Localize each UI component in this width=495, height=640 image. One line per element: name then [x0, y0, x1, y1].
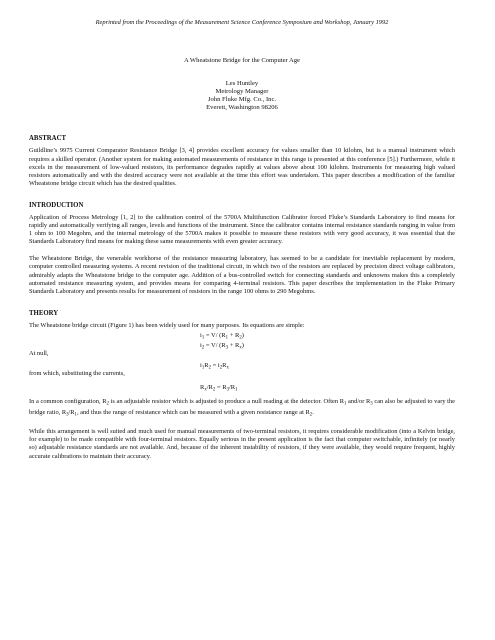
subscript: 3	[66, 412, 69, 418]
subscript: 2	[219, 365, 223, 371]
abstract-heading: ABSTRACT	[29, 135, 67, 143]
equation-i1: $i_1 = V/$ $(R_1 + R_2)$	[200, 331, 244, 341]
author-company: John Fluke Mfg. Co., Inc.	[207, 96, 277, 104]
subscript: 3	[225, 345, 229, 351]
introduction-paragraph-1: Application of Process Metrology [1, 2] to the calibration control of the 5700A Multifunction Calibrator forced Fluke’s Standards Laboratory to find means for rapidly and automatically verifying all ranges, levels and functions of the instrument. Since the calibrator contains internal resistance standards ranging in value from 1 ohm to 100 Megohm, and the internal metrology of the 5700A makes it possible to measure these resistors with very good accuracy, it was essential that the Standards Laboratory find means for making these same measurements with even greater accuracy.	[29, 213, 455, 246]
introduction-paragraph-2: The Wheatstone Bridge, the venerable workhorse of the resistance measuring laboratory, has seemed to be a candidate for inevitable replacement by modern, computer controlled measuring systems. A recent revision of the traditional circuit, in which two of the resistors are replaced by precision direct voltage calibrators, admirably adapts the Wheatstone bridge to the computer age. Addition of a bus-controlled switch for connecting standards and unknowns makes this a completely automated resistance measuring system, and provides means for comparing 4-terminal resistors. This paper describes the implementation in the Fluke Primary Standards Laboratory and presents results for measurement of resistors in the range 100 ohms to 290 Megohms.	[29, 255, 455, 295]
introduction-heading: INTRODUCTION	[29, 201, 84, 209]
equation-i2: $i_2 = V/$ $(R_3 + R_x)$	[200, 341, 244, 351]
theory-section	[29, 310, 455, 461]
subscript: 1	[74, 412, 77, 418]
introduction-section	[29, 202, 455, 296]
subscript: 2	[309, 412, 313, 418]
abstract-text: Guildline’s 9975 Current Comparator Resistance Bridge [3, 4] provides excellent accuracy for values smaller than 10 kilohm, but is a manual instrument which requires a skilled operator. (Another system for making automated measurements of resistance in this range is presented at this conference [5].) Furthermore, while it excels in the measurement of low-valued resistors, its performance degrades rapidly at values above about 100 kilohm. Instruments for measuring high valued resistors automatically and with the desired accuracy were not available at the time this effort was undertaken. This paper describes a modification of the familiar Wheatstone bridge circuit which has the desired qualities.	[29, 147, 455, 187]
running-head: Reprinted from the Proceedings of the Measurement Science Conference Symposium and Workshop, January 1992	[95, 19, 389, 26]
ratio-equation-row	[29, 378, 455, 393]
subscript: 1	[343, 401, 347, 407]
subscript: x	[226, 365, 229, 371]
subscript: x	[239, 345, 242, 351]
subscript: 2	[239, 335, 242, 341]
theory-heading: THEORY	[29, 309, 59, 317]
theory-last-paragraph: While this arrangement is well suited and much used for manual measurements of two-terminal resistors, it requires considerable modification (into a Kelvin bridge, for example) to be made compatible with four-terminal resistors. Equally serious in the present application is the fact that computer switchable, infinitely (or nearly so) adjustable resistance standards are not available. And, because of the inherent instability of resistors, if they were available, they would require frequent, highly accurate calibrations to maintain their accuracy.	[29, 428, 455, 460]
author-location: Everett, Washington 98206	[206, 104, 278, 112]
abstract-section	[29, 135, 455, 187]
paper-title: A Wheatstone Bridge for the Computer Age	[184, 57, 300, 64]
subscript: 1	[225, 335, 229, 341]
subscript: 1	[201, 365, 205, 371]
subscript: 1	[235, 387, 238, 393]
subscript: 2	[201, 345, 205, 351]
subscript: 2	[212, 387, 216, 393]
theory-intro: The Wheatstone bridge circuit (Figure 1) has been widely used for many purposes. Its equations are simple:	[29, 321, 305, 329]
subscript: 3	[226, 387, 229, 393]
subscript: 1	[201, 335, 205, 341]
from-which-text: from which, substituting the currents,	[29, 369, 125, 377]
equation-ratio: $R_x/R_2 = R_3/R_1$	[200, 384, 238, 393]
at-null-text: At null,	[29, 349, 49, 357]
subscript: 3	[370, 401, 373, 407]
current-equations	[29, 330, 455, 350]
subscript: 2	[106, 401, 109, 407]
subscript: 2	[208, 365, 211, 371]
null-equation-row	[29, 358, 455, 370]
title-block	[29, 57, 455, 112]
subscript: x	[204, 387, 207, 393]
author-role: Metrology Manager	[215, 88, 269, 96]
equation-null: $i_1R_2 = i_2R_x$	[200, 361, 229, 371]
theory-config-paragraph: In a common configuration, $R_2$ is an adjustable resistor which is adjusted to produce a null reading at the detector. Often $R_1$ and/or $R_3$ can also be adjusted to vary the bridge ratio, $R_3/R_1$, and thus the range of resistance which can be measured with a given resistance range at $R_2$.	[29, 398, 455, 418]
author-name: Les Huntley	[225, 80, 259, 88]
